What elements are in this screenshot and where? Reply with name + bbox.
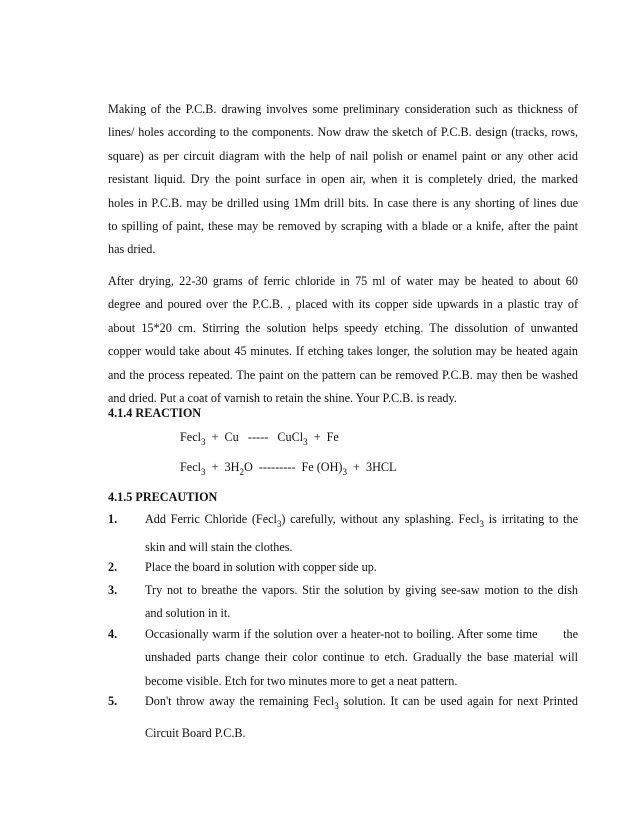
item-subscript: 3	[479, 519, 485, 529]
reaction-equation-2	[180, 460, 396, 477]
list-number: 4.	[108, 627, 118, 641]
item-subscript: 3	[276, 519, 282, 529]
text-line: has dried.	[108, 242, 156, 257]
text-line: After drying, 22-30 grams of ferric chloride in 75 ml of water may be heated to about 60	[108, 274, 578, 288]
list-number: 1.	[108, 512, 118, 526]
text-line: and the process repeated. The paint on the pattern can be removed P.C.B. may then be washed	[108, 367, 578, 382]
eq-text: + Cu ----- CuCl	[205, 430, 304, 444]
text-line: square) as per circuit diagram with the help of nail polish or enamel paint or any other acid	[108, 148, 578, 163]
text-line: become visible. Etch for two minutes more to get a neat pattern.	[145, 673, 458, 688]
text-line: Try not to breathe the vapors. Stir the solution by giving see-saw motion to the dish	[145, 583, 578, 597]
text-line: Circuit Board P.C.B.	[145, 726, 246, 741]
text-line	[145, 690, 578, 718]
eq-text: Fecl	[180, 460, 201, 474]
section-heading-precaution: 4.1.5 PRECAUTION	[108, 490, 218, 504]
eq-subscript: 3	[342, 467, 347, 477]
item-text: ) carefully, without any splashing. Fecl	[281, 512, 480, 526]
text-line: degree and poured over the P.C.B. , placed with its copper side upwards in a plastic tray of	[108, 297, 578, 312]
eq-text: + 3HCL	[346, 460, 397, 474]
list-number: 3.	[108, 583, 118, 597]
eq-subscript: 3	[303, 437, 308, 447]
list-number: 5.	[108, 694, 118, 708]
text-line: to spilling of paint, these may be removed by scraping with a blade or a knife, after the paint	[108, 219, 578, 234]
item-text: Don't throw away the remaining Fecl	[145, 694, 335, 708]
text-line: and dried. Put a coat of varnish to retain the shine. Your P.C.B. is ready.	[108, 391, 457, 406]
eq-subscript: 2	[239, 467, 244, 477]
item-text: Add Ferric Chloride (Fecl	[145, 512, 277, 526]
text-line: Place the board in solution with copper side up.	[145, 560, 377, 574]
text-line	[145, 508, 578, 536]
eq-text: Fecl	[180, 430, 201, 444]
list-item	[145, 556, 578, 579]
eq-text: + 3H	[205, 460, 240, 474]
paragraph-pcb-drawing	[108, 98, 578, 262]
item-text: is irritating to the	[484, 512, 579, 526]
eq-text: O --------- Fe (OH)	[243, 460, 343, 474]
eq-subscript: 3	[200, 467, 206, 477]
section-heading-reaction: 4.1.4 REACTION	[108, 406, 202, 420]
reaction-equation-1	[180, 430, 339, 447]
list-item	[145, 508, 578, 560]
text-line: holes in P.C.B. may be drilled using 1Mm drill bits. In case there is any shorting of lines due	[108, 195, 578, 210]
eq-subscript: 3	[200, 437, 206, 447]
list-item	[145, 690, 578, 746]
text-line: and solution in it.	[145, 606, 231, 621]
item-subscript: 3	[334, 701, 339, 711]
text-line: copper would take about 45 minutes. If etching takes longer, the solution may be heated again	[108, 344, 578, 359]
list-item	[145, 579, 578, 626]
list-number: 2.	[108, 560, 118, 574]
eq-text: + Fe	[307, 430, 339, 444]
paragraph-etching	[108, 270, 578, 410]
text-line: skin and will stain the clothes.	[145, 540, 293, 555]
text-line: Making of the P.C.B. drawing involves some preliminary consideration such as thickness of	[108, 102, 578, 116]
list-item	[145, 623, 578, 693]
item-text: solution. It can be used again for next Printed	[338, 694, 578, 708]
text-line: unshaded parts change their color continue to etch. Gradually the base material will	[145, 650, 578, 665]
text-line: resistant liquid. Dry the point surface in open air, when it is completely dried, the marked	[108, 172, 578, 187]
text-line: about 15*20 cm. Stirring the solution helps speedy etching. The dissolution of unwanted	[108, 320, 578, 335]
text-line: lines/ holes according to the components. Now draw the sketch of P.C.B. design (tracks, rows,	[108, 125, 578, 140]
text-line: Occasionally warm if the solution over a heater-not to boiling. After some time the	[145, 627, 578, 641]
